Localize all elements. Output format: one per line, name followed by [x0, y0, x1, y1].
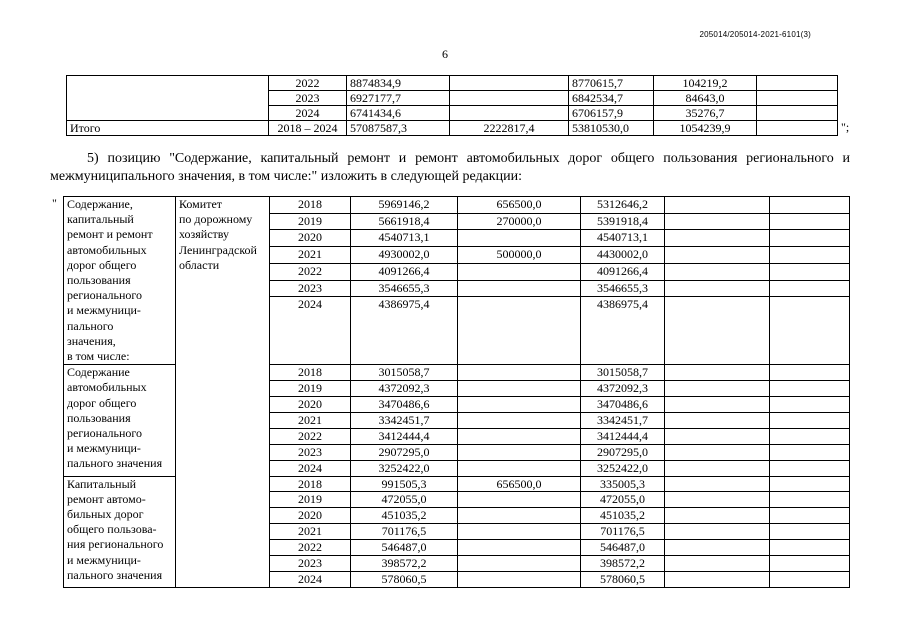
- program-label-line: общего пользова-: [67, 522, 157, 537]
- regional-cell: 5312646,2: [581, 197, 665, 214]
- other-cell: [770, 365, 850, 381]
- total-row: [67, 121, 838, 136]
- executor-line: Комитет: [179, 197, 223, 211]
- total-label: Итого: [67, 121, 269, 136]
- regional-cell: 53810530,0: [569, 121, 654, 136]
- other-cell: [770, 412, 850, 428]
- other-cell: [770, 230, 850, 247]
- regional-cell: 398572,2: [581, 556, 665, 572]
- regional-cell: 701176,5: [581, 524, 665, 540]
- federal-cell: [458, 572, 581, 588]
- local-cell: [665, 412, 770, 428]
- program-label-line: автомобильных: [67, 242, 147, 257]
- total-cell: 546487,0: [351, 540, 458, 556]
- regional-cell: 3546655,3: [581, 280, 665, 297]
- year-cell: 2020: [270, 230, 351, 247]
- federal-cell: 2222817,4: [450, 121, 569, 136]
- total-cell: 8874834,9: [347, 76, 450, 91]
- federal-cell: [458, 444, 581, 460]
- local-cell: 1054239,9: [654, 121, 757, 136]
- year-cell: 2019: [270, 213, 351, 230]
- year-cell: 2020: [270, 508, 351, 524]
- year-cell: 2023: [269, 91, 347, 106]
- program-label-line: капитальный: [67, 212, 134, 227]
- regional-cell: 6842534,7: [569, 91, 654, 106]
- regional-cell: 5391918,4: [581, 213, 665, 230]
- other-cell: [770, 556, 850, 572]
- federal-cell: [450, 76, 569, 91]
- federal-cell: [458, 230, 581, 247]
- federal-cell: [458, 412, 581, 428]
- local-cell: [665, 365, 770, 381]
- regional-cell: 451035,2: [581, 508, 665, 524]
- federal-cell: 656500,0: [458, 197, 581, 214]
- total-cell: 991505,3: [351, 476, 458, 492]
- program-label-line: пользования: [67, 273, 131, 288]
- program-label-line: регионального: [67, 426, 143, 441]
- year-cell: 2018: [270, 476, 351, 492]
- local-cell: [665, 460, 770, 476]
- total-cell: 4372092,3: [351, 381, 458, 397]
- other-cell: [770, 247, 850, 264]
- other-cell: [770, 572, 850, 588]
- total-cell: 472055,0: [351, 492, 458, 508]
- other-cell: [770, 213, 850, 230]
- other-cell: [757, 121, 838, 136]
- total-cell: 3342451,7: [351, 412, 458, 428]
- total-cell: 451035,2: [351, 508, 458, 524]
- local-cell: [665, 540, 770, 556]
- top-funding-table: [66, 75, 838, 136]
- regional-cell: 4386975,4: [581, 297, 665, 365]
- other-cell: [757, 106, 838, 121]
- other-cell: [770, 428, 850, 444]
- local-cell: 84643,0: [654, 91, 757, 106]
- amendment-paragraph: 5) позицию "Содержание, капитальный ремонт и ремонт автомобильных дорог общего пользования регионального и межмуниципального значения, в том числе:" изложить в следующей редакции:: [50, 151, 850, 184]
- program-label-line: в том числе:: [67, 349, 130, 364]
- main-funding-table: [63, 196, 850, 588]
- executor-line: области: [179, 257, 220, 272]
- other-cell: [770, 280, 850, 297]
- page-number: 6: [442, 47, 448, 61]
- federal-cell: [458, 297, 581, 365]
- year-cell: 2024: [269, 106, 347, 121]
- total-cell: 398572,2: [351, 556, 458, 572]
- program-label-line: и межмуници-: [67, 303, 141, 318]
- regional-cell: 4540713,1: [581, 230, 665, 247]
- year-cell: 2019: [270, 381, 351, 397]
- year-cell: 2023: [270, 280, 351, 297]
- year-cell: 2019: [270, 492, 351, 508]
- total-cell: 3015058,7: [351, 365, 458, 381]
- local-cell: [665, 492, 770, 508]
- total-cell: 4091266,4: [351, 263, 458, 280]
- total-cell: 3252422,0: [351, 460, 458, 476]
- executor-line: Ленинградской: [179, 242, 257, 257]
- executor-line: по дорожному: [179, 212, 253, 227]
- program-label-line: ремонт автомо-: [67, 491, 146, 506]
- local-cell: [665, 476, 770, 492]
- regional-cell: 2907295,0: [581, 444, 665, 460]
- other-cell: [770, 476, 850, 492]
- program-label-line: ния регионального: [67, 537, 164, 552]
- program-label-line: Содержание,: [67, 197, 133, 211]
- total-cell: 6741434,6: [347, 106, 450, 121]
- local-cell: [665, 213, 770, 230]
- year-cell: 2021: [270, 247, 351, 264]
- other-cell: [770, 508, 850, 524]
- federal-cell: [458, 556, 581, 572]
- program-label-line: дорог общего: [67, 257, 137, 272]
- other-cell: [770, 524, 850, 540]
- year-cell: 2024: [270, 460, 351, 476]
- total-cell: 701176,5: [351, 524, 458, 540]
- program-label-line: пользования: [67, 410, 131, 425]
- other-cell: [770, 381, 850, 397]
- regional-cell: 3470486,6: [581, 397, 665, 413]
- program-label-cell: [64, 197, 176, 365]
- total-cell: 3412444,4: [351, 428, 458, 444]
- other-cell: [757, 76, 838, 91]
- local-cell: [665, 197, 770, 214]
- local-cell: [665, 297, 770, 365]
- local-cell: 104219,2: [654, 76, 757, 91]
- total-cell: 6927177,7: [347, 91, 450, 106]
- regional-cell: 8770615,7: [569, 76, 654, 91]
- federal-cell: [458, 492, 581, 508]
- local-cell: [665, 556, 770, 572]
- year-cell: 2021: [270, 524, 351, 540]
- total-cell: 4386975,4: [351, 297, 458, 365]
- total-cell: 4540713,1: [351, 230, 458, 247]
- executor-cell: [176, 197, 270, 588]
- regional-cell: 4091266,4: [581, 263, 665, 280]
- regional-cell: 3342451,7: [581, 412, 665, 428]
- empty-label-cell: [67, 76, 269, 121]
- federal-cell: [458, 508, 581, 524]
- program-label-line: бильных дорог: [67, 506, 144, 521]
- total-cell: 578060,5: [351, 572, 458, 588]
- year-cell: 2022: [269, 76, 347, 91]
- federal-cell: [458, 381, 581, 397]
- program-label-line: автомобильных: [67, 380, 147, 395]
- program-label-line: Капитальный: [67, 476, 137, 491]
- other-cell: [770, 263, 850, 280]
- opening-quote: ": [52, 196, 57, 210]
- other-cell: [770, 197, 850, 214]
- federal-cell: [458, 263, 581, 280]
- local-cell: [665, 572, 770, 588]
- table-row: [67, 76, 838, 91]
- regional-cell: 4372092,3: [581, 381, 665, 397]
- year-cell: 2018: [270, 365, 351, 381]
- program-label-line: ремонт и ремонт: [67, 227, 153, 242]
- federal-cell: 656500,0: [458, 476, 581, 492]
- federal-cell: [458, 397, 581, 413]
- total-cell: 4930002,0: [351, 247, 458, 264]
- federal-cell: 270000,0: [458, 213, 581, 230]
- regional-cell: 6706157,9: [569, 106, 654, 121]
- executor-line: хозяйству: [179, 227, 230, 242]
- federal-cell: [458, 524, 581, 540]
- program-label-line: регионального: [67, 288, 143, 303]
- total-cell: 3546655,3: [351, 280, 458, 297]
- local-cell: [665, 247, 770, 264]
- local-cell: [665, 508, 770, 524]
- regional-cell: 335005,3: [581, 476, 665, 492]
- regional-cell: 578060,5: [581, 572, 665, 588]
- year-cell: 2023: [270, 444, 351, 460]
- federal-cell: [450, 106, 569, 121]
- program-label-line: пального значения: [67, 456, 163, 471]
- federal-cell: [458, 280, 581, 297]
- total-cell: 5969146,2: [351, 197, 458, 214]
- year-cell: 2024: [270, 297, 351, 365]
- program-label-line: значения,: [67, 333, 116, 348]
- regional-cell: 3412444,4: [581, 428, 665, 444]
- program-label-line: и межмуници-: [67, 441, 141, 456]
- table-row: [64, 197, 850, 214]
- program-label-line: дорог общего: [67, 395, 137, 410]
- year-cell: 2021: [270, 412, 351, 428]
- local-cell: [665, 230, 770, 247]
- other-cell: [770, 460, 850, 476]
- other-cell: [757, 91, 838, 106]
- regional-cell: 3252422,0: [581, 460, 665, 476]
- program-label-cell: [64, 476, 176, 587]
- federal-cell: [458, 428, 581, 444]
- federal-cell: [458, 540, 581, 556]
- federal-cell: 500000,0: [458, 247, 581, 264]
- federal-cell: [458, 365, 581, 381]
- other-cell: [770, 444, 850, 460]
- program-label-line: и межмуници-: [67, 552, 141, 567]
- regional-cell: 546487,0: [581, 540, 665, 556]
- regional-cell: 472055,0: [581, 492, 665, 508]
- year-cell: 2024: [270, 572, 351, 588]
- closing-quote: ";: [841, 120, 850, 134]
- year-cell: 2022: [270, 428, 351, 444]
- program-label-line: пального значения: [67, 567, 163, 582]
- other-cell: [770, 297, 850, 365]
- local-cell: [665, 444, 770, 460]
- total-cell: 57087587,3: [347, 121, 450, 136]
- total-cell: 2907295,0: [351, 444, 458, 460]
- other-cell: [770, 397, 850, 413]
- federal-cell: [450, 91, 569, 106]
- local-cell: 35276,7: [654, 106, 757, 121]
- year-cell: 2022: [270, 263, 351, 280]
- regional-cell: 4430002,0: [581, 247, 665, 264]
- document-id: 205014/205014-2021-6101(3): [699, 30, 811, 39]
- federal-cell: [458, 460, 581, 476]
- local-cell: [665, 428, 770, 444]
- year-range-cell: 2018 – 2024: [269, 121, 347, 136]
- local-cell: [665, 263, 770, 280]
- other-cell: [770, 492, 850, 508]
- year-cell: 2023: [270, 556, 351, 572]
- local-cell: [665, 280, 770, 297]
- local-cell: [665, 524, 770, 540]
- program-label-line: пального: [67, 318, 114, 333]
- year-cell: 2018: [270, 197, 351, 214]
- local-cell: [665, 397, 770, 413]
- total-cell: 3470486,6: [351, 397, 458, 413]
- local-cell: [665, 381, 770, 397]
- program-label-line: Содержание: [67, 365, 130, 380]
- year-cell: 2022: [270, 540, 351, 556]
- year-cell: 2020: [270, 397, 351, 413]
- total-cell: 5661918,4: [351, 213, 458, 230]
- other-cell: [770, 540, 850, 556]
- regional-cell: 3015058,7: [581, 365, 665, 381]
- program-label-cell: [64, 365, 176, 476]
